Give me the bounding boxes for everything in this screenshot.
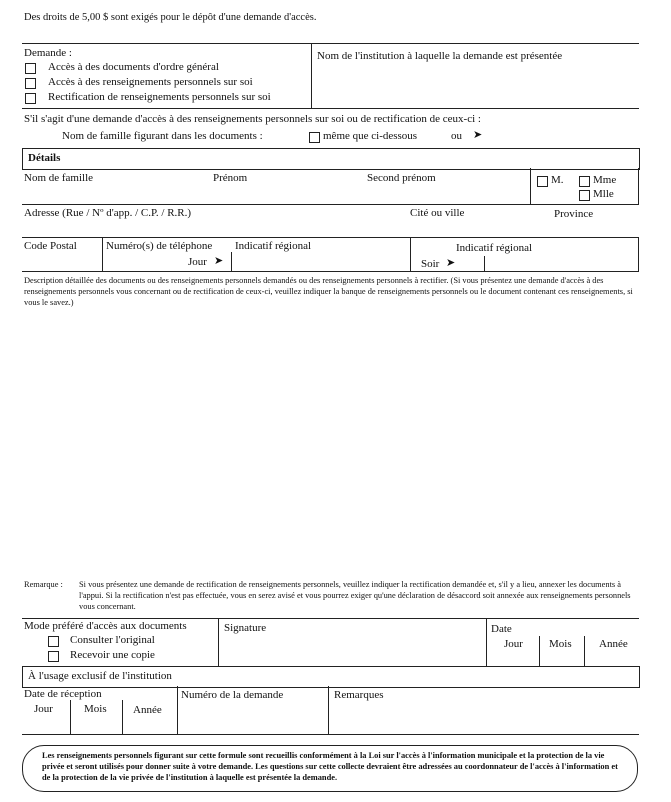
request-number-label: Numéro de la demande [181,689,284,701]
fee-note: Des droits de 5,00 $ sont exigés pour le dépôt d'une demande d'accès. [24,12,317,23]
details-heading: Détails [28,152,61,164]
divider [530,168,531,205]
city-label: Cité ou ville [410,207,465,219]
rule [22,237,639,238]
title-m: M. [551,174,564,186]
arrow-icon: ➤ [446,257,456,269]
received-day-label: Jour [34,703,53,715]
checkbox-m[interactable] [537,176,548,187]
rule [22,618,639,619]
title-mlle: Mlle [593,188,614,200]
family-name-label: Nom de famille [24,172,94,184]
same-as-below-label: même que ci-dessous [323,130,418,142]
checkbox-mme[interactable] [579,176,590,187]
divider [231,252,232,271]
checkbox-general-docs[interactable] [25,63,36,74]
divider [484,256,485,271]
rule [22,204,639,205]
checkbox-receive-copy[interactable] [48,651,59,662]
divider [218,618,219,666]
checkbox-same-as-below[interactable] [309,132,320,143]
divider [410,237,411,271]
arrow-icon: ➤ [214,255,224,267]
day-phone-label: Jour [188,256,207,268]
divider [638,168,639,205]
demande-heading: Demande : [24,47,72,59]
divider [177,686,178,734]
signature-label: Signature [224,622,267,634]
checkbox-mlle[interactable] [579,190,590,201]
received-date-label: Date de réception [24,688,102,700]
option-personal-info: Accès à des renseignements personnels sur soi [48,76,253,88]
divider [539,636,540,666]
rule [22,271,639,272]
title-mme: Mme [593,174,617,186]
divider [328,686,329,734]
description-instructions: Description détaillée des documents ou des renseignements personnels demandés ou des renseignements personnels à rectifier. (Si vous présentez une demande d'accès à des renseignements personnels vous concernant ou de rectification de ceux-ci, veuillez indiquer la banque de renseignements personnels ou le document contenant ces renseignements, si vous le savez.) [24,276,633,307]
institution-label: Nom de l'institution à laquelle la demande est présentée [317,50,563,62]
address-label: Adresse (Rue / Nº d'app. / C.P. / R.R.) [24,207,192,219]
received-month-label: Mois [84,703,107,715]
option-general-docs: Accès à des documents d'ordre général [48,61,219,73]
checkbox-consult-original[interactable] [48,636,59,647]
personal-intro: S'il s'agit d'une demande d'accès à des renseignements personnels sur soi ou de rectification de ceux-ci : [24,113,481,125]
family-name-in-docs-label: Nom de famille figurant dans les documents : [62,130,263,142]
privacy-notice: Les renseignements personnels figurant sur cette formule sont recueillis conformément à la Loi sur l'accès à l'information municipale et la protection de la vie privée et seront utilisés pour donner suite à votre demande. Les questions sur cette collecte devraient être adressées au coordonnateur de l'accès à l'information et de la protection de la vie privée de l'institution à laquelle est présentée la demande. [42,751,618,782]
divider [70,700,71,734]
divider [638,237,639,271]
date-day-label: Jour [504,638,523,650]
received-year-label: Année [133,704,162,716]
first-name-label: Prénom [213,172,248,184]
date-year-label: Année [599,638,628,650]
or-label: ou [451,130,462,142]
remark-text: Si vous présentez une demande de rectification de renseignements personnels, veuillez indiquer la rectification demandée et, s'il y a lieu, annexer les documents à l'appui. Si la rectification n'est pas effectuée, vous en serez avisé et vous pourrez exiger qu'une déclaration de désaccord soit annexée aux renseignements personnels vous concernant. [79,580,631,611]
remarks-label: Remarques [334,689,384,701]
area-code-label-1: Indicatif régional [235,240,312,252]
evening-phone-label: Soir [421,258,440,270]
postal-code-label: Code Postal [24,240,77,252]
arrow-icon: ➤ [473,129,483,141]
date-month-label: Mois [549,638,572,650]
consult-original-label: Consulter l'original [70,634,155,646]
divider [102,237,103,271]
details-header [22,148,640,170]
date-label: Date [491,623,512,635]
divider [311,43,312,108]
checkbox-rectification[interactable] [25,93,36,104]
option-rectification: Rectification de renseignements personnels sur soi [48,91,271,103]
second-name-label: Second prénom [367,172,436,184]
area-code-label-2: Indicatif régional [456,242,533,254]
rule [22,43,639,44]
divider [122,700,123,734]
divider [584,636,585,666]
province-label: Province [554,208,594,220]
description-area[interactable] [22,310,638,572]
access-mode-heading: Mode préféré d'accès aux documents [24,620,187,632]
rule [22,734,639,735]
remark-label: Remarque : [24,580,63,589]
checkbox-personal-info[interactable] [25,78,36,89]
office-use-heading: À l'usage exclusif de l'institution [28,670,172,682]
phone-label: Numéro(s) de téléphone [106,240,213,252]
divider [486,618,487,666]
receive-copy-label: Recevoir une copie [70,649,155,661]
rule [22,108,639,109]
